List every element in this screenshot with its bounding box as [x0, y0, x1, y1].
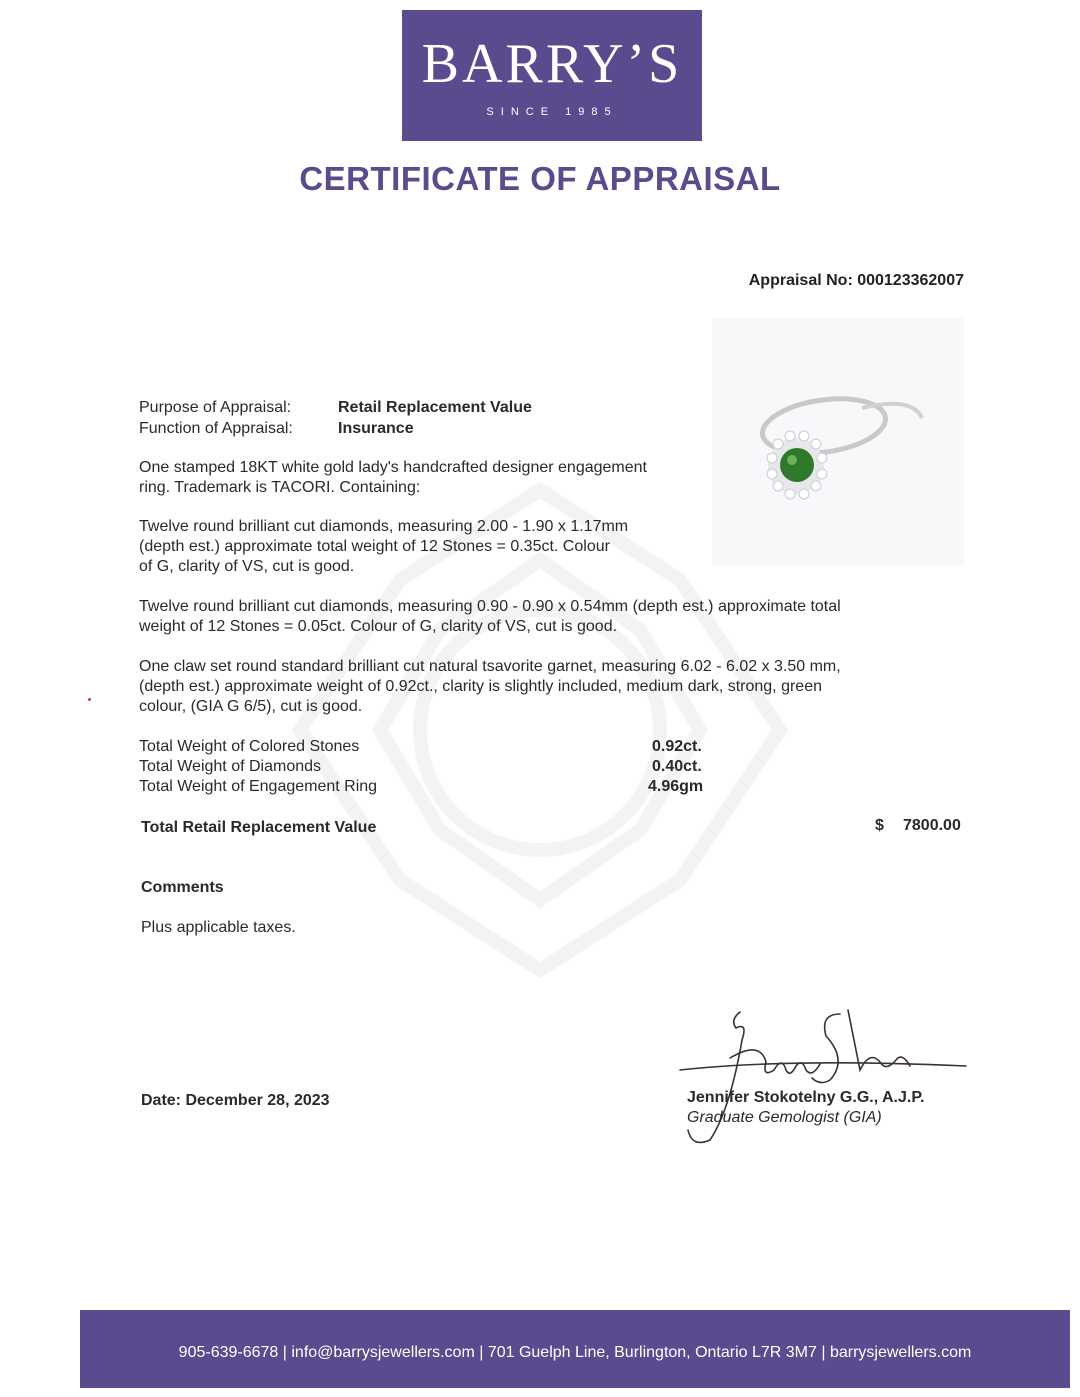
stray-mark: [88, 698, 91, 701]
ring-photo: [712, 318, 964, 566]
total-ring-weight-label: Total Weight of Engagement Ring: [139, 778, 378, 795]
item-description: One stamped 18KT white gold lady's handcrafted designer engagement ring. Trademark is TACORI. Containing:: [139, 459, 647, 496]
footer-bar: [80, 1310, 1070, 1388]
brand-logo: [402, 10, 702, 141]
footer-contact: 905-639-6678 | info@barrysjewellers.com | 701 Guelph Line, Burlington, Ontario L7R 3M7 | barrysjewellers.com: [178, 1344, 972, 1361]
comments-text: Plus applicable taxes.: [141, 919, 296, 936]
purpose-value: Retail Replacement Value: [338, 399, 532, 416]
brand-name: BARRY’S: [421, 33, 683, 95]
total-value-label: Total Retail Replacement Value: [141, 819, 377, 836]
total-colored-stones-label: Total Weight of Colored Stones: [139, 738, 360, 755]
appraisal-number: Appraisal No: 000123362007: [748, 272, 964, 289]
comments-heading: Comments: [141, 879, 224, 896]
brand-since: SINCE 1985: [486, 106, 618, 118]
diamonds-primary-description: Twelve round brilliant cut diamonds, measuring 2.00 - 1.90 x 1.17mm (depth est.) approximate total weight of 12 Stones = 0.35ct. Colour of G, clarity of VS, cut is good.: [139, 518, 629, 575]
total-value-amount: 7800.00: [903, 817, 961, 834]
diamonds-secondary-description: Twelve round brilliant cut diamonds, measuring 0.90 - 0.90 x 0.54mm (depth est.) approximate total weight of 12 Stones = 0.05ct. Colour of G, clarity of VS, cut is good.: [139, 598, 841, 635]
signer-name: Jennifer Stokotelny G.G., A.J.P.: [687, 1089, 925, 1106]
total-diamonds-value: 0.40ct.: [652, 758, 702, 775]
signer-title: Graduate Gemologist (GIA): [687, 1109, 882, 1126]
total-ring-weight-value: 4.96gm: [648, 778, 704, 795]
function-label: Function of Appraisal:: [139, 420, 293, 437]
appraisal-date: Date: December 28, 2023: [141, 1092, 330, 1109]
function-value: Insurance: [338, 420, 414, 437]
purpose-label: Purpose of Appraisal:: [139, 399, 292, 416]
total-value-currency: $: [875, 817, 884, 834]
total-diamonds-label: Total Weight of Diamonds: [139, 758, 322, 775]
certificate-title: CERTIFICATE OF APPRAISAL: [299, 160, 781, 197]
total-colored-stones-value: 0.92ct.: [652, 738, 702, 755]
garnet-description: One claw set round standard brilliant cut natural tsavorite garnet, measuring 6.02 - 6.02 x 3.50 mm, (depth est.) approximate weight of 0.92ct., clarity is slightly included, medium dark, strong, green colour, (GIA G 6/5), cut is good.: [139, 658, 841, 715]
